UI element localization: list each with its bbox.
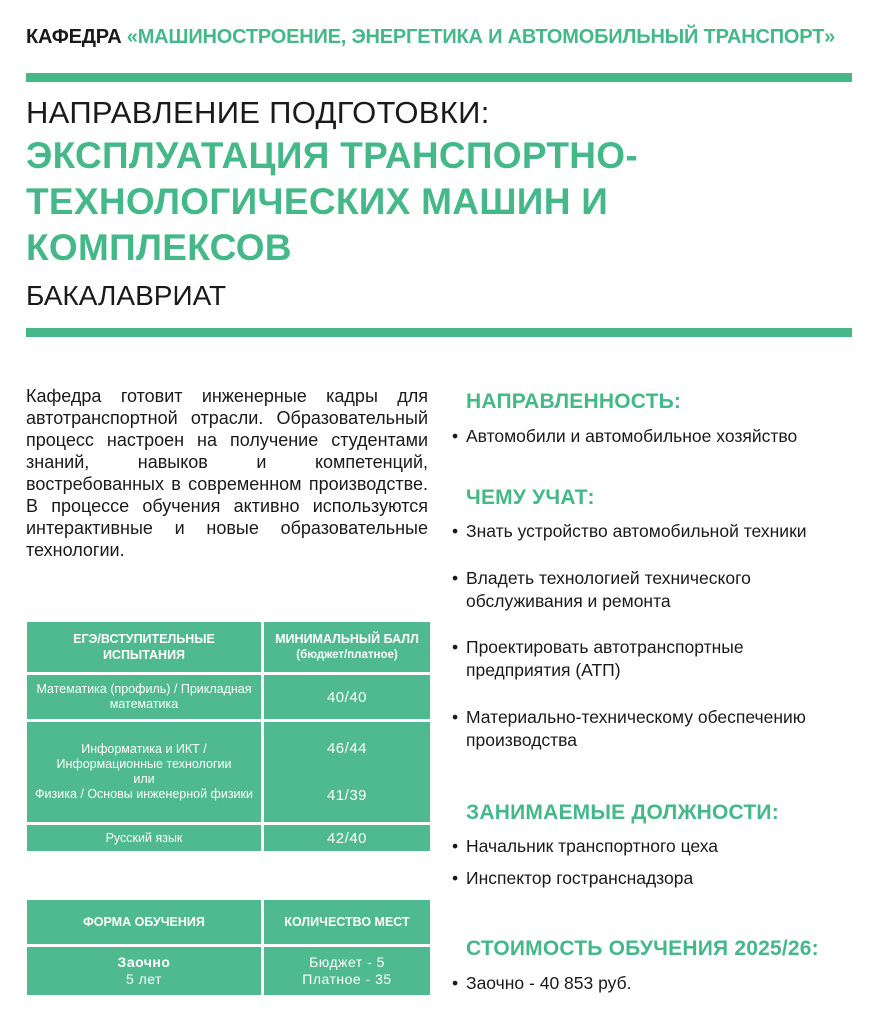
score-col-subtitle: (бюджет/платное)	[296, 649, 398, 661]
direction-label: НАПРАВЛЕНИЕ ПОДГОТОВКИ:	[26, 95, 490, 130]
form-value: Заочно	[117, 954, 171, 970]
list-item: • Автомобили и автомобильное хозяйство	[452, 425, 862, 448]
places-col-header: КОЛИЧЕСТВО МЕСТ	[264, 900, 430, 944]
subject-option: Физика / Основы инженерной физики	[35, 787, 253, 801]
department-title	[26, 26, 835, 49]
program-title-line: КОМПЛЕКСОВ	[26, 227, 292, 268]
score-cell: 40/40	[264, 675, 430, 719]
header-divider	[26, 328, 852, 337]
score-value: 41/39	[326, 787, 368, 804]
duration-value: 5 лет	[125, 971, 163, 987]
teach-heading: ЧЕМУ УЧАТ:	[466, 486, 595, 509]
paid-places: Платное - 35	[302, 971, 392, 987]
list-item: • Заочно - 40 853 руб.	[452, 972, 862, 995]
exam-col-header: ЕГЭ/ВСТУПИТЕЛЬНЫЕ ИСПЫТАНИЯ	[27, 622, 261, 672]
teach-list	[452, 567, 862, 613]
score-cell: 42/40	[264, 825, 430, 851]
table-row	[27, 947, 430, 995]
table-row	[27, 825, 430, 851]
exam-table	[24, 619, 433, 854]
list-item: • Знать устройство автомобильной техники	[452, 520, 862, 543]
places-cell	[264, 947, 430, 995]
program-title-line: ТЕХНОЛОГИЧЕСКИХ МАШИН И	[26, 181, 609, 222]
score-value: 46/44	[326, 740, 368, 757]
department-name: «МАШИНОСТРОЕНИЕ, ЭНЕРГЕТИКА И АВТОМОБИЛЬНЫЙ ТРАНСПОРТ»	[126, 26, 836, 48]
top-divider	[26, 73, 852, 82]
positions-list	[452, 835, 862, 890]
subject-cell	[27, 722, 261, 822]
table-row	[27, 675, 430, 719]
program-title-line: ЭКСПЛУАТАЦИЯ ТРАНСПОРТНО-	[26, 135, 638, 176]
form-cell	[27, 947, 261, 995]
subject-or: или	[133, 772, 155, 786]
focus-list	[452, 425, 862, 448]
table-header-row	[27, 900, 430, 944]
score-col-header	[264, 622, 430, 672]
list-item: • Материально-техническому обеспечению производства	[452, 706, 862, 752]
budget-places: Бюджет - 5	[309, 954, 385, 970]
program-title	[26, 133, 856, 271]
focus-heading: НАПРАВЛЕННОСТЬ:	[466, 390, 682, 413]
positions-heading: ЗАНИМАЕМЫЕ ДОЛЖНОСТИ:	[466, 801, 779, 824]
study-form-table	[24, 897, 433, 998]
score-col-title: МИНИМАЛЬНЫЙ БАЛЛ	[275, 632, 419, 646]
list-item: • Инспектор гостранснадзора	[452, 867, 862, 890]
cost-heading: СТОИМОСТЬ ОБУЧЕНИЯ 2025/26:	[466, 937, 819, 960]
subject-option: Информатика и ИКТ / Информационные технологии	[56, 742, 232, 771]
list-item: • Проектировать автотранспортные предприятия (АТП)	[452, 636, 786, 682]
subject-cell: Русский язык	[27, 825, 261, 851]
form-col-header: ФОРМА ОБУЧЕНИЯ	[27, 900, 261, 944]
subject-cell: Математика (профиль) / Прикладная математика	[27, 675, 261, 719]
teach-list	[452, 520, 862, 543]
department-prefix: КАФЕДРА	[26, 26, 122, 48]
list-item: • Начальник транспортного цеха	[452, 835, 862, 858]
table-header-row	[27, 622, 430, 672]
cost-list	[452, 972, 862, 995]
teach-list	[452, 636, 862, 682]
degree-level: БАКАЛАВРИАТ	[26, 280, 227, 311]
table-row	[27, 722, 430, 822]
teach-list	[452, 706, 862, 752]
score-cell	[264, 722, 430, 822]
intro-paragraph: Кафедра готовит инженерные кадры для автотранспортной отрасли. Образовательный процесс настроен на получение студентами знаний, навыков и компетенций, востребованных в современном производстве. В процессе обучения активно используются интерактивные и новые образовательные технологии.	[26, 386, 428, 560]
list-item: • Владеть технологией технического обслуживания и ремонта	[452, 567, 786, 613]
